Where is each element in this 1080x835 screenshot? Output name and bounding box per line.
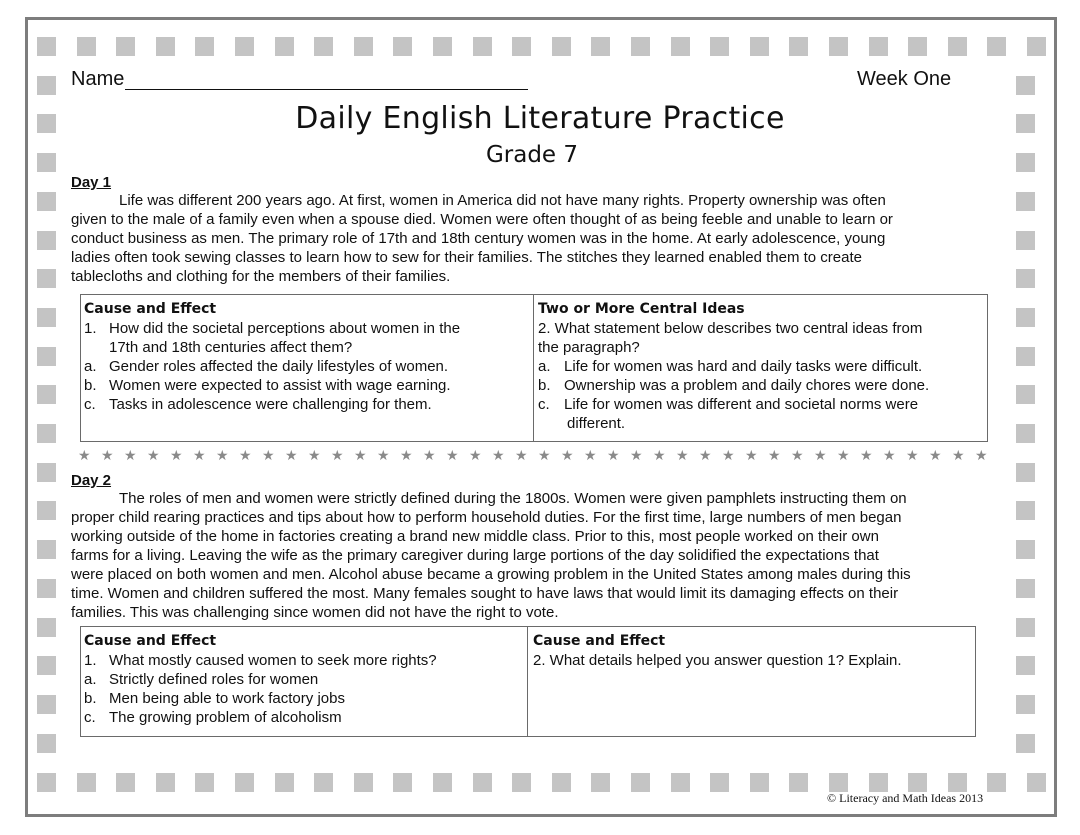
day1-line: tablecloths and clothing for the members of their families. xyxy=(71,268,451,285)
star-icon: ★ xyxy=(377,447,390,463)
border-square xyxy=(195,37,214,56)
star-icon: ★ xyxy=(78,447,91,463)
border-square xyxy=(116,773,135,792)
question-text: 2. What details helped you answer question 1? Explain. xyxy=(533,652,902,669)
border-square xyxy=(512,37,531,56)
border-square xyxy=(908,773,927,792)
question-heading: Cause and Effect xyxy=(533,633,666,649)
border-square xyxy=(1016,424,1035,443)
day2-line: were placed on both women and men. Alcohol abuse became a growing problem in the United States among males during this xyxy=(71,566,911,583)
border-square xyxy=(552,37,571,56)
border-square xyxy=(750,773,769,792)
star-icon: ★ xyxy=(101,447,114,463)
star-icon: ★ xyxy=(791,447,804,463)
star-icon: ★ xyxy=(860,447,873,463)
border-square xyxy=(591,37,610,56)
border-square xyxy=(37,540,56,559)
border-square xyxy=(77,37,96,56)
question-number: 1. xyxy=(84,320,97,337)
question-number: 1. xyxy=(84,652,97,669)
star-icon: ★ xyxy=(768,447,781,463)
border-square xyxy=(1027,37,1046,56)
border-square xyxy=(671,37,690,56)
day1-central-ideas-question xyxy=(538,300,930,433)
border-square xyxy=(275,37,294,56)
star-icon: ★ xyxy=(193,447,206,463)
border-square xyxy=(869,37,888,56)
day1-line: ladies often took sewing classes to learn how to sew for their families. The stitches they learned enabled them to create xyxy=(71,249,862,266)
star-icon: ★ xyxy=(170,447,183,463)
border-square xyxy=(37,37,56,56)
border-square xyxy=(1016,385,1035,404)
border-square xyxy=(37,463,56,482)
answer-option: b. Men being able to work factory jobs xyxy=(84,690,345,707)
copyright-notice: © Literacy and Math Ideas 2013 xyxy=(827,791,984,805)
star-icon: ★ xyxy=(699,447,712,463)
border-square xyxy=(37,385,56,404)
day2-line: working outside of the home in factories creating a brand new middle class. Prior to this, most people worked on their own xyxy=(71,528,879,545)
day2-paragraph xyxy=(71,489,1001,622)
border-square xyxy=(1016,618,1035,637)
border-square xyxy=(1016,579,1035,598)
border-square xyxy=(1016,656,1035,675)
border-square xyxy=(552,773,571,792)
star-icon: ★ xyxy=(354,447,367,463)
question-text: What mostly caused women to seek more rights? xyxy=(109,652,437,669)
border-square xyxy=(1027,773,1046,792)
border-square xyxy=(77,773,96,792)
border-square xyxy=(37,269,56,288)
answer-option: a. Gender roles affected the daily lifestyles of women. xyxy=(84,358,449,375)
border-square xyxy=(37,579,56,598)
border-square xyxy=(789,37,808,56)
border-square xyxy=(631,773,650,792)
border-square xyxy=(433,37,452,56)
answer-option-cont: different. xyxy=(567,415,626,432)
border-square xyxy=(156,773,175,792)
border-square xyxy=(631,37,650,56)
answer-option: a. Strictly defined roles for women xyxy=(84,671,319,688)
border-square xyxy=(37,76,56,95)
day2-cause-effect-question-2 xyxy=(533,632,902,670)
border-square xyxy=(987,773,1006,792)
day2-line: time. Women and children suffered the most. Many females sought to have laws that would limit its damaging effects on their xyxy=(71,585,899,602)
border-square xyxy=(37,424,56,443)
answer-option: a. Life for women was hard and daily tasks were difficult. xyxy=(538,358,923,375)
star-icon: ★ xyxy=(561,447,574,463)
star-icon: ★ xyxy=(676,447,689,463)
border-square xyxy=(1016,695,1035,714)
border-square xyxy=(869,773,888,792)
border-square xyxy=(1016,76,1035,95)
border-square xyxy=(671,773,690,792)
border-square xyxy=(1016,192,1035,211)
day2-cause-effect-question-1 xyxy=(84,632,437,727)
border-square xyxy=(37,308,56,327)
star-icon: ★ xyxy=(331,447,344,463)
star-icon: ★ xyxy=(492,447,505,463)
border-square xyxy=(37,501,56,520)
border-square xyxy=(1016,231,1035,250)
star-icon: ★ xyxy=(469,447,482,463)
star-icon: ★ xyxy=(584,447,597,463)
week-label: Week One xyxy=(857,68,952,90)
star-icon: ★ xyxy=(837,447,850,463)
border-square xyxy=(37,192,56,211)
border-square xyxy=(195,773,214,792)
star-icon: ★ xyxy=(745,447,758,463)
border-square xyxy=(354,37,373,56)
star-icon: ★ xyxy=(262,447,275,463)
page-title: Daily English Literature Practice xyxy=(295,101,785,136)
day1-line: given to the male of a family even when a spouse died. Women were often thought of as being feeble and unable to learn or xyxy=(71,211,893,228)
border-square xyxy=(393,773,412,792)
star-icon: ★ xyxy=(814,447,827,463)
border-square xyxy=(235,37,254,56)
border-square xyxy=(1016,501,1035,520)
question-heading: Two or More Central Ideas xyxy=(538,301,745,317)
border-square xyxy=(829,773,848,792)
question-text-cont: the paragraph? xyxy=(538,339,640,356)
border-square xyxy=(1016,540,1035,559)
border-square xyxy=(710,37,729,56)
border-square xyxy=(1016,463,1035,482)
border-square xyxy=(37,773,56,792)
star-icon: ★ xyxy=(446,447,459,463)
border-square xyxy=(948,773,967,792)
question-heading: Cause and Effect xyxy=(84,633,217,649)
question-text: How did the societal perceptions about women in the xyxy=(109,320,461,337)
border-square xyxy=(473,37,492,56)
day2-line: families. This was challenging since women did not have the right to vote. xyxy=(71,604,559,621)
star-icon: ★ xyxy=(722,447,735,463)
star-icon: ★ xyxy=(653,447,666,463)
border-square xyxy=(354,773,373,792)
answer-option: c. Life for women was different and societal norms were xyxy=(538,396,919,413)
star-icon: ★ xyxy=(239,447,252,463)
star-icon: ★ xyxy=(952,447,965,463)
border-square xyxy=(37,347,56,366)
border-square xyxy=(591,773,610,792)
question-text-cont: 17th and 18th centuries affect them? xyxy=(109,339,353,356)
border-square xyxy=(275,773,294,792)
star-icon: ★ xyxy=(975,447,988,463)
answer-option: c. Tasks in adolescence were challenging for them. xyxy=(84,396,432,413)
border-square xyxy=(433,773,452,792)
border-square xyxy=(1016,347,1035,366)
day1-box-divider xyxy=(533,294,534,442)
border-square xyxy=(37,695,56,714)
star-icon: ★ xyxy=(883,447,896,463)
border-square xyxy=(156,37,175,56)
border-square xyxy=(37,231,56,250)
border-square xyxy=(1016,734,1035,753)
star-icon: ★ xyxy=(308,447,321,463)
grade-label: Grade 7 xyxy=(485,142,579,168)
star-icon: ★ xyxy=(216,447,229,463)
question-heading: Cause and Effect xyxy=(84,301,217,317)
border-square xyxy=(314,773,333,792)
border-square xyxy=(235,773,254,792)
day1-line: conduct business as men. The primary role of 17th and 18th century women was in the home. At early adolescence, young xyxy=(71,230,886,247)
star-icon: ★ xyxy=(929,447,942,463)
border-square xyxy=(710,773,729,792)
day2-label: Day 2 xyxy=(71,472,112,489)
border-square xyxy=(987,37,1006,56)
border-square xyxy=(512,773,531,792)
day1-cause-effect-question xyxy=(84,300,461,414)
star-icon: ★ xyxy=(147,447,160,463)
day2-line: farms for a living. Leaving the wife as the primary caregiver during large portions of the day solidified the expectations that xyxy=(71,547,879,564)
border-square xyxy=(908,37,927,56)
border-square xyxy=(473,773,492,792)
day2-line: proper child rearing practices and tips about how to perform household duties. For the first time, large numbers of men began xyxy=(71,509,902,526)
name-blank-line xyxy=(125,89,528,90)
name-label: Name xyxy=(71,68,125,90)
border-square xyxy=(948,37,967,56)
star-icon: ★ xyxy=(630,447,643,463)
star-icon: ★ xyxy=(906,447,919,463)
answer-option: b. Ownership was a problem and daily chores were done. xyxy=(538,377,930,394)
star-icon: ★ xyxy=(400,447,413,463)
day1-label: Day 1 xyxy=(71,174,112,191)
star-icon: ★ xyxy=(515,447,528,463)
star-divider xyxy=(78,446,990,464)
border-square xyxy=(314,37,333,56)
answer-option: c. The growing problem of alcoholism xyxy=(84,709,342,726)
day2-line: The roles of men and women were strictly defined during the 1800s. Women were given pamphlets instructing them on xyxy=(119,490,907,507)
border-square xyxy=(37,734,56,753)
star-icon: ★ xyxy=(423,447,436,463)
border-square xyxy=(37,656,56,675)
border-square xyxy=(1016,269,1035,288)
day1-line: Life was different 200 years ago. At first, women in America did not have many rights. Property ownership was often xyxy=(119,192,886,209)
border-square xyxy=(37,618,56,637)
star-icon: ★ xyxy=(538,447,551,463)
star-icon: ★ xyxy=(285,447,298,463)
border-square xyxy=(116,37,135,56)
star-icon: ★ xyxy=(607,447,620,463)
star-icon: ★ xyxy=(124,447,137,463)
border-square xyxy=(1016,308,1035,327)
border-square xyxy=(393,37,412,56)
question-text: 2. What statement below describes two central ideas from xyxy=(538,320,923,337)
border-square xyxy=(750,37,769,56)
day2-box-divider xyxy=(527,626,528,737)
border-square xyxy=(789,773,808,792)
answer-option: b. Women were expected to assist with wage earning. xyxy=(84,377,451,394)
day1-paragraph xyxy=(71,191,1001,286)
border-square xyxy=(829,37,848,56)
